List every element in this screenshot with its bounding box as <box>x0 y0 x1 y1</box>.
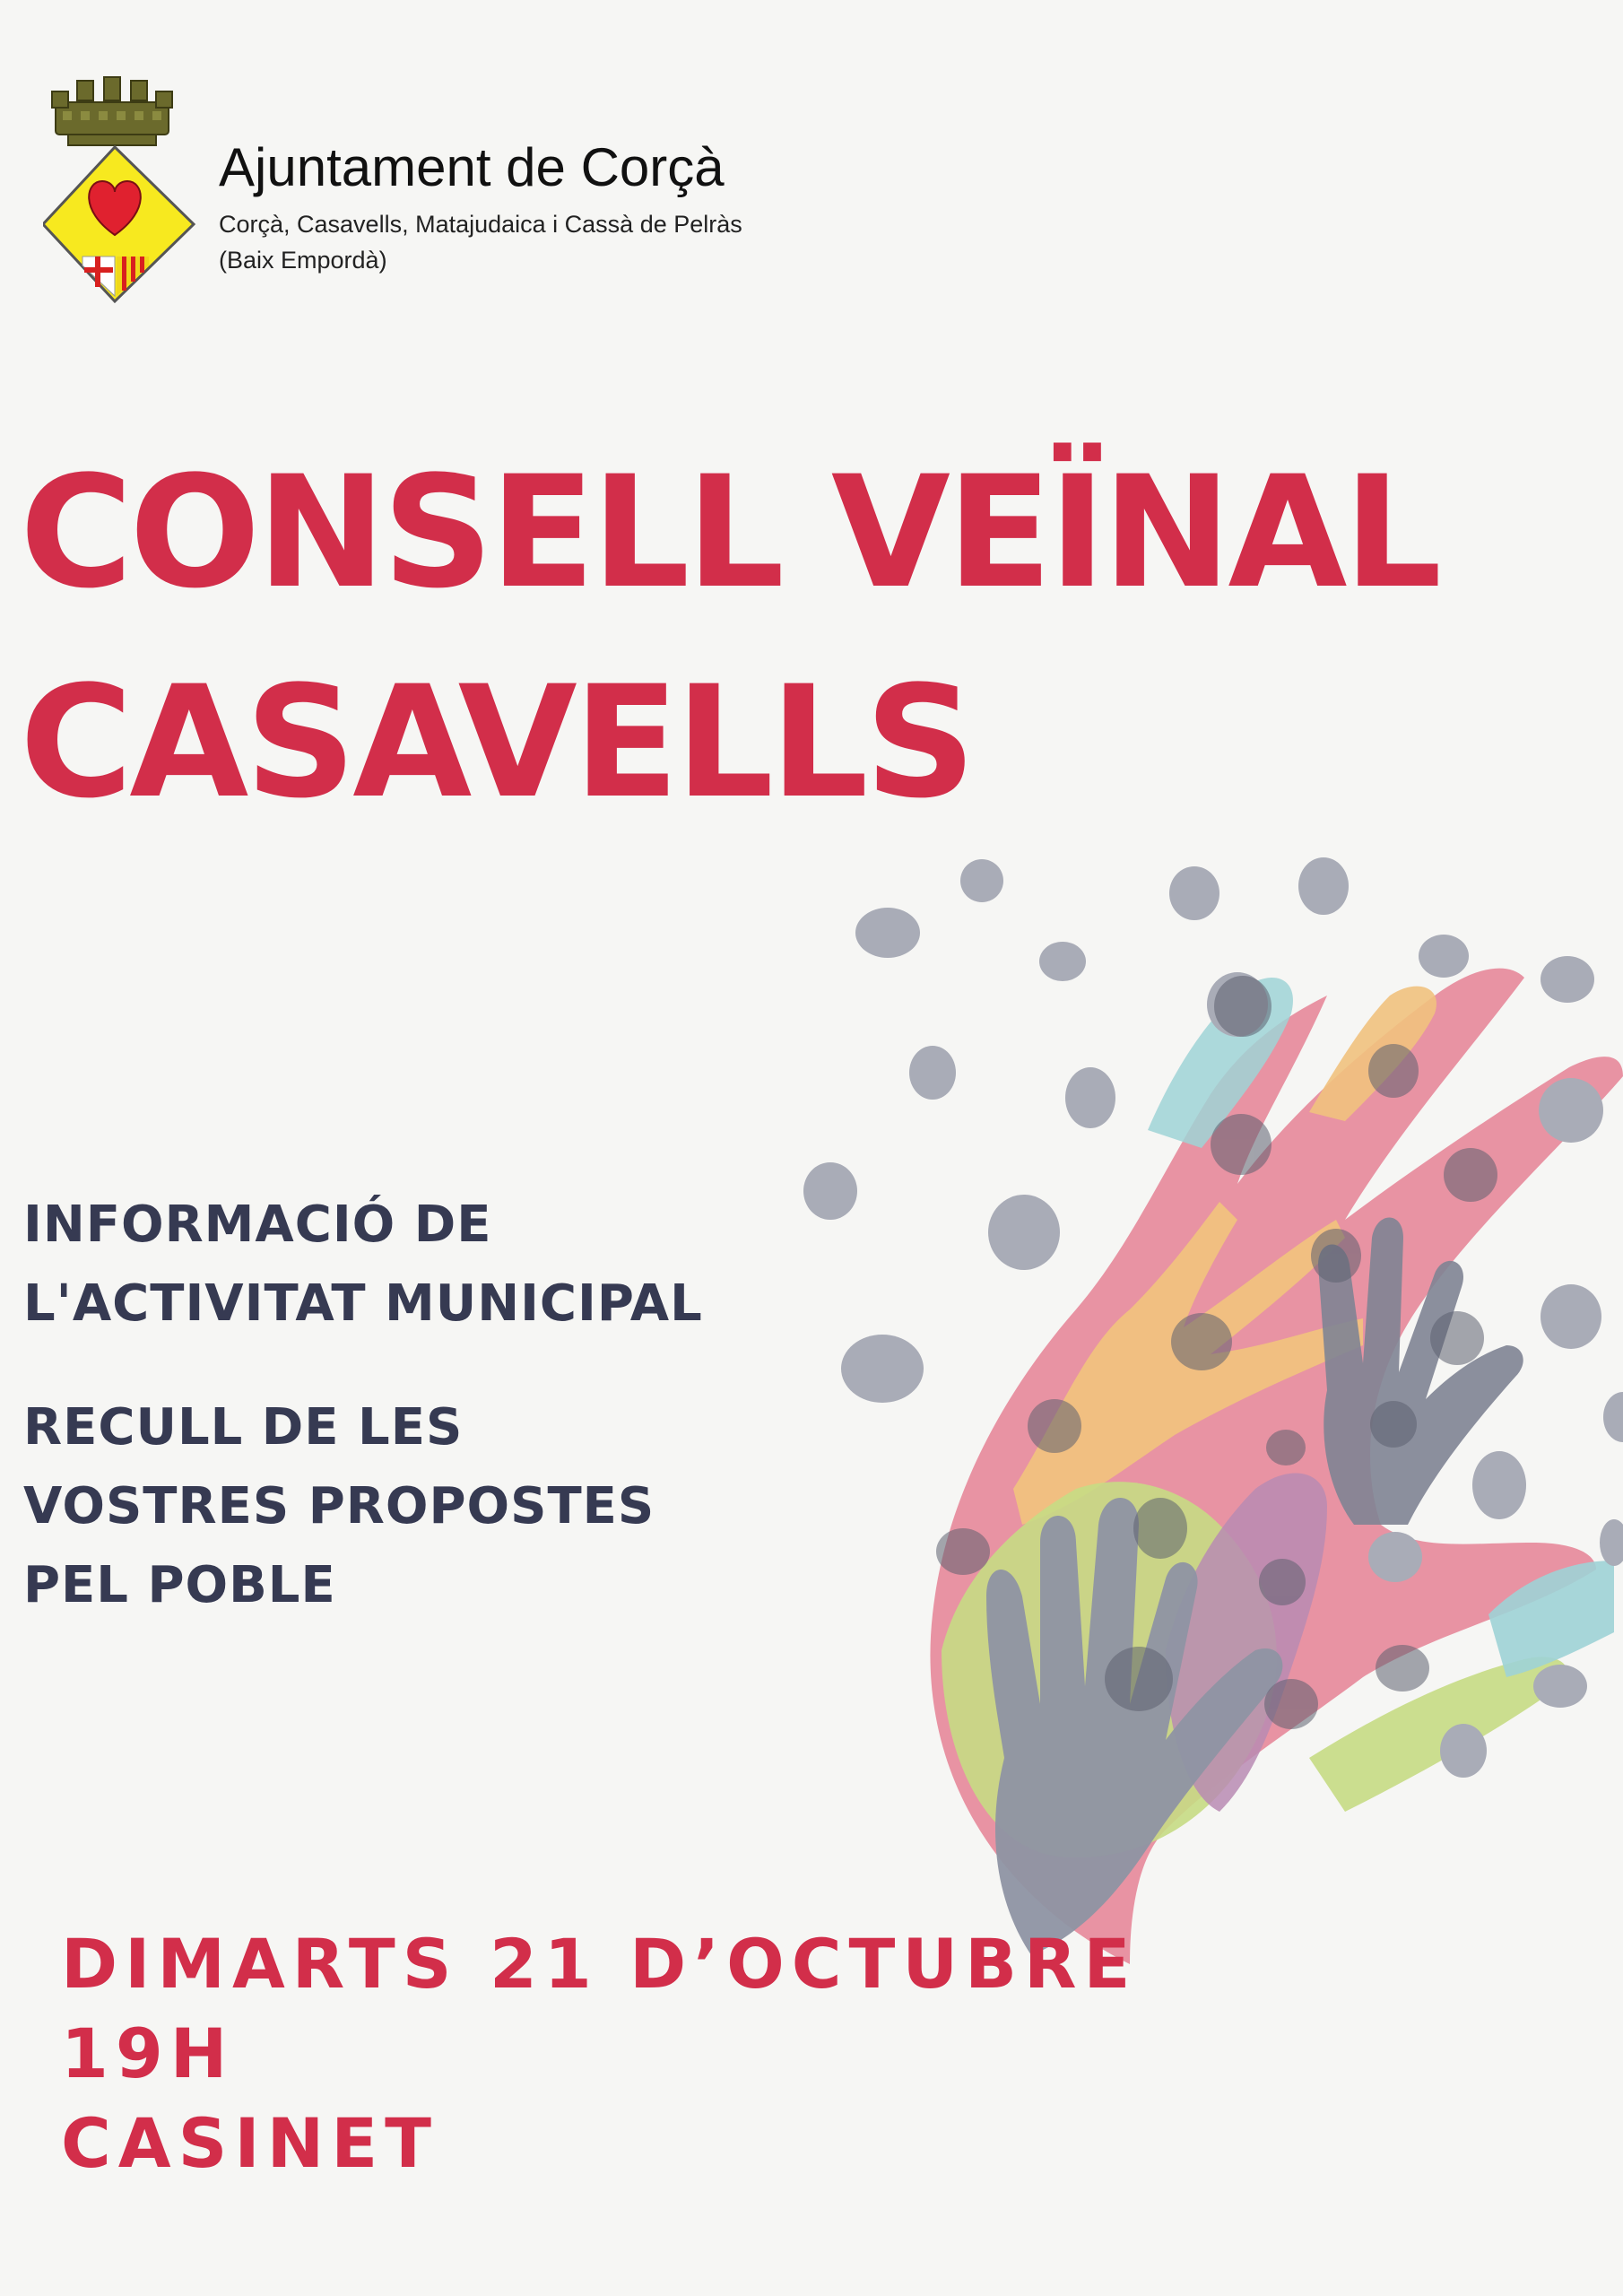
coat-of-arms-icon <box>43 75 204 309</box>
colorful-hands-illustration <box>789 843 1623 1991</box>
org-subtitle-line2: (Baix Empordà) <box>219 247 387 274</box>
info-proposals-line3: PEL POBLE <box>23 1556 336 1614</box>
event-details <box>61 1919 1137 2188</box>
info-activity-line2: L'ACTIVITAT MUNICIPAL <box>23 1274 703 1333</box>
org-subtitle <box>219 206 742 278</box>
info-activity <box>23 1186 703 1344</box>
info-proposals-line2: VOSTRES PROPOSTES <box>23 1477 655 1535</box>
headline-line1: CONSELL VEÏNAL <box>20 442 1439 622</box>
org-subtitle-line1: Corçà, Casavells, Matajudaica i Cassà de Pelràs <box>219 211 742 238</box>
info-activity-line1: INFORMACIÓ DE <box>23 1196 492 1254</box>
event-place: CASINET <box>61 2103 438 2183</box>
org-name: Ajuntament de Corçà <box>219 137 725 197</box>
info-proposals-line1: RECULL DE LES <box>23 1398 464 1457</box>
info-proposals <box>23 1388 655 1625</box>
headline-line2: CASAVELLS <box>20 652 973 832</box>
event-date: DIMARTS 21 D’OCTUBRE <box>61 1924 1138 2004</box>
event-time: 19H <box>61 2013 235 2093</box>
